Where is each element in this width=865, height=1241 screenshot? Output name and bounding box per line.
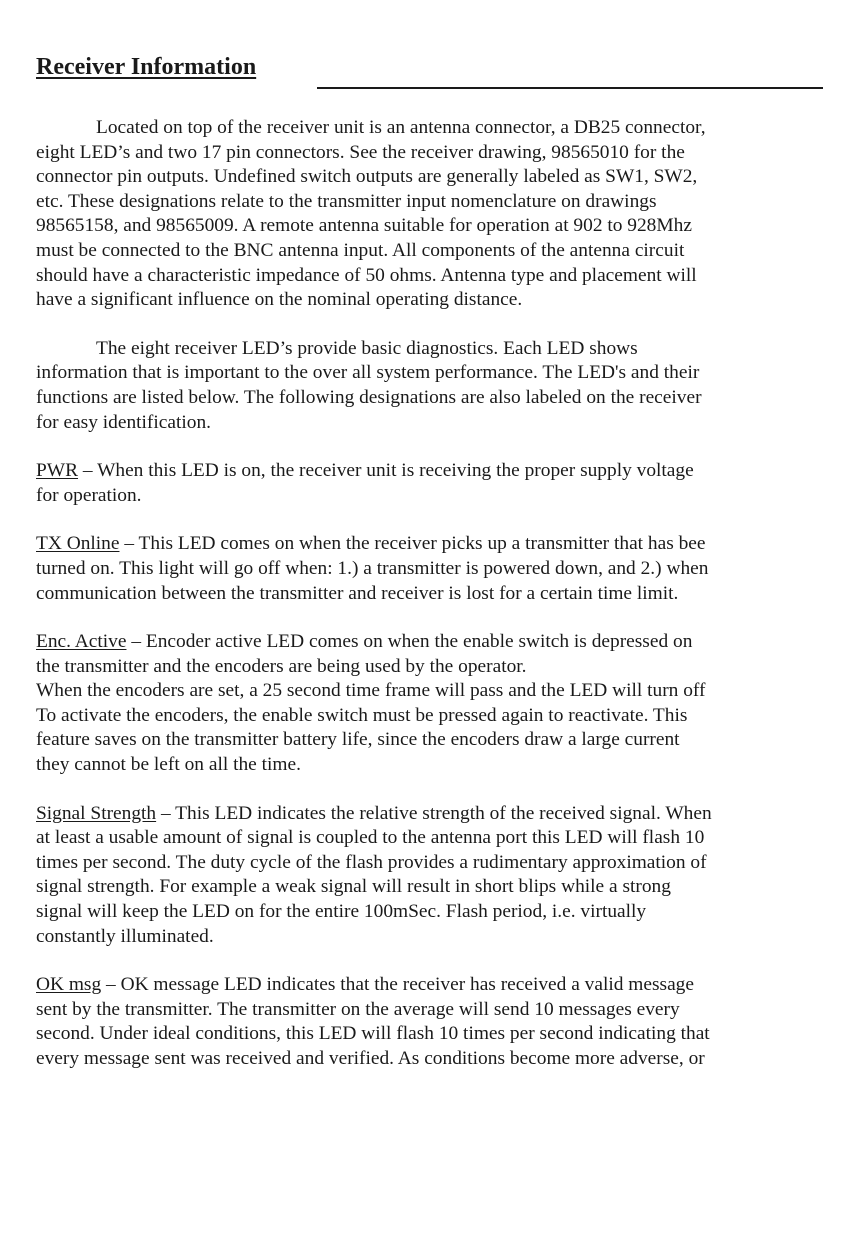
paragraph-line: for operation. (36, 484, 142, 506)
paragraph-line: communication between the transmitter and receiver is lost for a certain time limit. (36, 582, 679, 604)
paragraph-line: To activate the encoders, the enable switch must be pressed again to reactivate. This (36, 704, 688, 726)
paragraph-line: feature saves on the transmitter battery life, since the encoders draw a large current (36, 729, 680, 751)
paragraph-line: functions are listed below. The following designations are also labeled on the receiver (36, 386, 702, 408)
pwr-term: PWR (36, 460, 79, 482)
intro-paragraph (36, 116, 865, 313)
paragraph-line: second. Under ideal conditions, this LED will flash 10 times per second indicating that (36, 1023, 710, 1045)
paragraph-line: information that is important to the over all system performance. The LED's and their (36, 362, 700, 384)
paragraph-line: for easy identification. (36, 411, 211, 433)
paragraph-line: connector pin outputs. Undefined switch outputs are generally labeled as SW1, SW2, (36, 166, 698, 188)
paragraph-line: constantly illuminated. (36, 925, 214, 947)
paragraph-line (36, 532, 865, 557)
paragraph-line: Located on top of the receiver unit is an antenna connector, a DB25 connector, (96, 117, 706, 138)
section-heading (36, 52, 865, 86)
paragraph-line: When the encoders are set, a 25 second time frame will pass and the LED will turn off (36, 680, 706, 702)
paragraph-line: signal strength. For example a weak signal will result in short blips while a strong (36, 876, 671, 898)
paragraph-line: times per second. The duty cycle of the flash provides a rudimentary approximation of (36, 851, 707, 873)
ok-msg-section (36, 973, 865, 1071)
paragraph-line: they cannot be left on all the time. (36, 754, 301, 776)
tx-online-section (36, 532, 865, 606)
paragraph-line: every message sent was received and verified. As conditions become more adverse, or (36, 1048, 705, 1069)
paragraph-line (36, 802, 865, 827)
tx-online-term: TX Online (36, 533, 120, 555)
enc-active-first-line: – Encoder active LED comes on when the enable switch is depressed on (126, 631, 693, 653)
paragraph-line: at least a usable amount of signal is coupled to the antenna port this LED will flash 10 (36, 827, 705, 849)
paragraph-line (36, 630, 865, 655)
paragraph-line: eight LED’s and two 17 pin connectors. See the receiver drawing, 98565010 for the (36, 141, 685, 163)
paragraph-line: turned on. This light will go off when: 1.) a transmitter is powered down, and 2.) when (36, 557, 709, 579)
paragraph-line: should have a characteristic impedance of 50 ohms. Antenna type and placement will (36, 264, 697, 286)
heading-rule (317, 87, 823, 89)
pwr-section (36, 459, 865, 508)
paragraph-line: etc. These designations relate to the transmitter input nomenclature on drawings (36, 190, 657, 212)
paragraph-line: must be connected to the BNC antenna input. All components of the antenna circuit (36, 239, 685, 261)
paragraph-line (36, 459, 865, 484)
signal-strength-section (36, 802, 865, 950)
paragraph-line: sent by the transmitter. The transmitter on the average will send 10 messages every (36, 998, 680, 1020)
signal-strength-term: Signal Strength (36, 802, 157, 824)
heading-title: Receiver Information (36, 54, 257, 80)
document-page (36, 52, 865, 1096)
paragraph-line: have a significant influence on the nominal operating distance. (36, 289, 523, 311)
enc-active-term: Enc. Active (36, 631, 127, 653)
tx-online-first-line: – This LED comes on when the receiver picks up a transmitter that has bee (119, 533, 706, 555)
paragraph-line: 98565158, and 98565009. A remote antenna suitable for operation at 902 to 928Mhz (36, 215, 692, 237)
signal-strength-first-line: – This LED indicates the relative strength of the received signal. When (156, 802, 712, 824)
ok-msg-first-line: – OK message LED indicates that the receiver has received a valid message (101, 974, 694, 996)
led-intro-paragraph (36, 337, 865, 435)
paragraph-line (36, 973, 865, 998)
paragraph-line: the transmitter and the encoders are being used by the operator. (36, 655, 527, 677)
ok-msg-term: OK msg (36, 974, 102, 996)
paragraph-line: The eight receiver LED’s provide basic diagnostics. Each LED shows (96, 337, 638, 359)
pwr-first-line: – When this LED is on, the receiver unit is receiving the proper supply voltage (78, 460, 694, 482)
enc-active-section (36, 630, 865, 778)
paragraph-line: signal will keep the LED on for the entire 100mSec. Flash period, i.e. virtually (36, 901, 647, 923)
